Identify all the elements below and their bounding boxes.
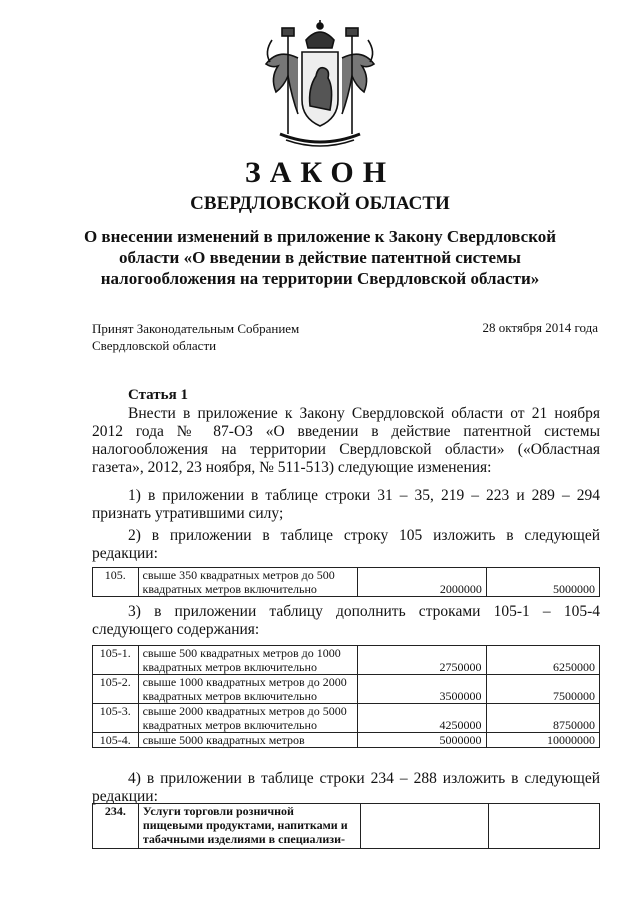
item-3-text: 3) в приложении таблицу дополнить строками 105-1 – 105-4 следующего содержания: — [92, 603, 600, 638]
table-cell-v2: 10000000 — [486, 733, 600, 748]
table-cell-desc: свыше 2000 квадратных метров до 5000 квадратных метров включительно — [138, 704, 358, 733]
table-cell-num: 105-3. — [93, 704, 139, 733]
table-cell-v2 — [488, 804, 600, 849]
table-cell-num: 105. — [93, 568, 139, 597]
table-row-234 — [92, 803, 600, 849]
item-4-text: 4) в приложении в таблице строки 234 – 288 изложить в следующей редакции: — [92, 770, 600, 805]
table-cell-v1: 2750000 — [358, 646, 486, 675]
table-cell-num: 105-1. — [93, 646, 139, 675]
table-cell-num: 105-2. — [93, 675, 139, 704]
table-row — [93, 733, 600, 748]
table-rows-105-1-to-105-4 — [92, 645, 600, 748]
table-row — [93, 646, 600, 675]
article-intro: Внести в приложение к Закону Свердловской области от 21 ноября 2012 года № 87-ОЗ «О введении в действие патентной системы налогообложения на территории Свердловской области» («Областная газета», 2012, 23 ноября, № 511-513) следующие изменения: — [92, 405, 600, 476]
table-cell-v2: 6250000 — [486, 646, 600, 675]
table-cell-v1: 5000000 — [358, 733, 486, 748]
adoption-date: 28 октября 2014 года — [482, 320, 598, 335]
table-row-105 — [92, 567, 600, 597]
table-cell-v2: 7500000 — [486, 675, 600, 704]
table-cell-v2: 8750000 — [486, 704, 600, 733]
law-subtitle: О внесении изменений в приложение к Закону Свердловской области «О введении в действие патентной системы налогообложения на территории Свердловской области» — [83, 227, 557, 288]
table-cell-desc: свыше 1000 квадратных метров до 2000 квадратных метров включительно — [138, 675, 358, 704]
table-cell-v1 — [361, 804, 488, 849]
table-cell-desc: свыше 500 квадратных метров до 1000 квадратных метров включительно — [138, 646, 358, 675]
table-cell-desc: свыше 5000 квадратных метров — [138, 733, 358, 748]
coat-of-arms-emblem — [258, 18, 382, 150]
item-2-text: 2) в приложении в таблице строку 105 изложить в следующей редакции: — [92, 527, 600, 562]
table-cell-desc: свыше 350 квадратных метров до 500 квадратных метров включительно — [138, 568, 358, 597]
table-cell-desc: Услуги торговли розничной пищевыми продуктами, напитками и табачными изделиями в специализи- — [138, 804, 360, 849]
table-cell-v1: 2000000 — [358, 568, 487, 597]
table-row — [93, 704, 600, 733]
adoption-body: Принят Законодательным Собранием Свердловской области — [92, 321, 300, 353]
table-cell-num: 234. — [93, 804, 139, 849]
table-cell-v1: 3500000 — [358, 675, 486, 704]
table-row — [93, 804, 600, 849]
article-heading: Статья 1 — [128, 387, 188, 403]
document-title: ЗАКОН — [244, 156, 396, 189]
region-title: СВЕРДЛОВСКОЙ ОБЛАСТИ — [190, 193, 450, 214]
table-cell-v1: 4250000 — [358, 704, 486, 733]
item-1-text: 1) в приложении в таблице строки 31 – 35, 219 – 223 и 289 – 294 признать утратившими силу; — [92, 487, 600, 522]
table-cell-v2: 5000000 — [486, 568, 599, 597]
table-row — [93, 675, 600, 704]
table-row — [93, 568, 600, 597]
table-cell-num: 105-4. — [93, 733, 139, 748]
